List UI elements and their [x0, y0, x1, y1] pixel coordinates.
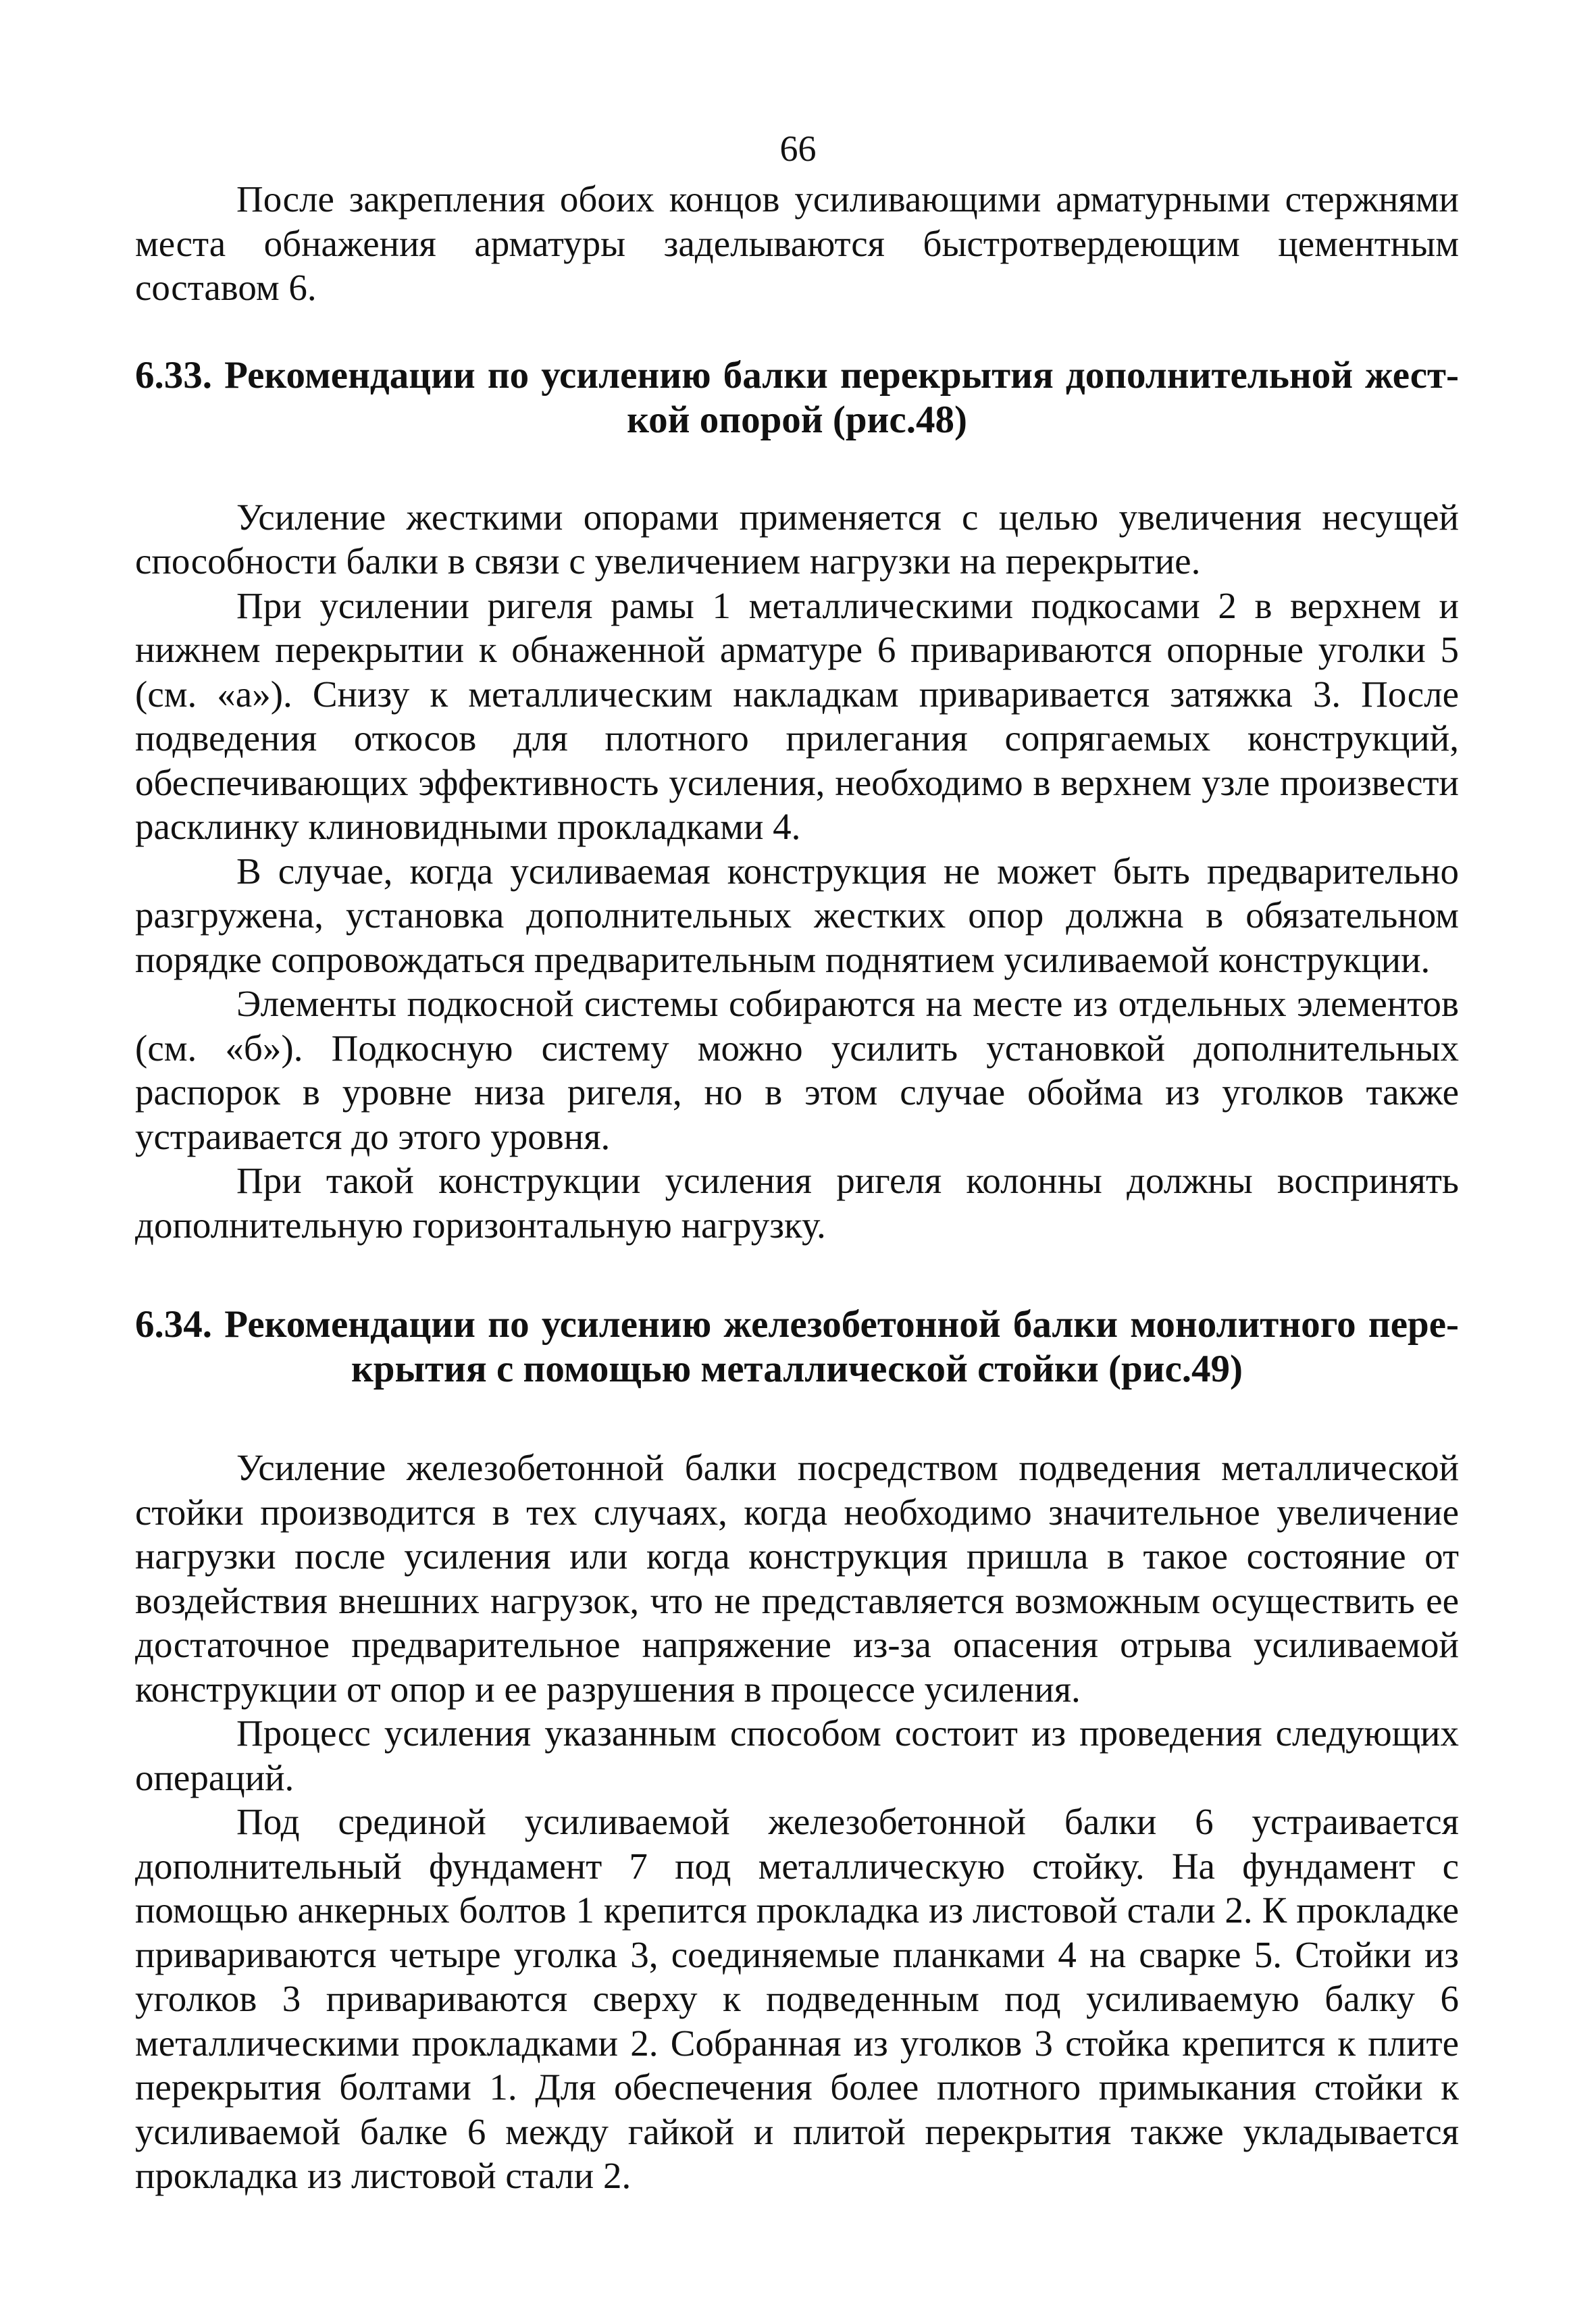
section-6-33-heading-line2: кой опорой (рис.48): [627, 398, 967, 441]
section-6-34-heading-line1: 6.34. Рекомендации по усилению железобетонной балки монолитного пере-: [135, 1303, 1459, 1346]
section-6-34-paragraph-2: Процесс усиления указанным способом состоит из проведения следующих операций.: [135, 1712, 1459, 1798]
section-6-33-paragraph-1: Усиление жесткими опорами применяется с целью увеличения несущей способности балки в связи с увеличением нагрузки на перекрытие.: [135, 496, 1459, 582]
section-6-34-heading: [135, 1302, 1459, 1392]
section-6-34-heading-line2: крытия с помощью металлической стойки (рис.49): [351, 1348, 1243, 1390]
page-content: [135, 177, 1459, 2198]
section-6-33-paragraph-4: Элементы подкосной системы собираются на месте из отдельных элементов (см. «б»). Подкосную систему можно усилить установкой дополнительных распорок в уровне низа ригеля, но в этом случае обойма из уголков также устраивается до этого уровня.: [135, 983, 1459, 1157]
section-6-33-heading-line1: 6.33. Рекомендации по усилению балки перекрытия дополнительной жест-: [135, 353, 1459, 397]
section-6-33-paragraph-3: В случае, когда усиливаемая конструкция не может быть предварительно разгружена, установка дополнительных жестких опор должна в обязательном порядке сопровождаться предварительным поднятием усиливаемой конструкции.: [135, 850, 1459, 980]
intro-paragraph: После закрепления обоих концов усиливающими арматурными стержнями места обнажения арматуры заделываются быстротвердеющим цементным составом 6.: [135, 178, 1459, 308]
section-6-33-paragraph-5: При такой конструкции усиления ригеля колонны должны воспринять дополнительную горизонтальную нагрузку.: [135, 1160, 1459, 1246]
section-6-33-paragraph-2: При усилении ригеля рамы 1 металлическими подкосами 2 в верхнем и нижнем перекрытии к обнаженной арматуре 6 привариваются опорные уголки 5 (см. «а»). Снизу к металлическим накладкам приваривается затяжка 3. После подведения откосов для плотного прилегания сопрягаемых конструкций, обеспечивающих эффективность усиления, необходимо в верхнем узле произвести расклинку клиновидными прокладками 4.: [135, 584, 1459, 847]
section-6-34-paragraph-3: Под срединой усиливаемой железобетонной балки 6 устраивается дополнительный фундамент 7 под металлическую стойку. На фундамент с помощью анкерных болтов 1 крепится прокладка из листовой стали 2. К прокладке привариваются четыре уголка 3, соединяемые планками 4 на сварке 5. Стойки из уголков 3 привариваются сверху к подведенным под усиливаемую балку 6 металлическими прокладками 2. Собранная из уголков 3 стойка крепится к плите перекрытия болтами 1. Для обеспечения более плотного примыкания стойки к усиливаемой балке 6 между гайкой и плитой перекрытия также укладывается прокладка из листовой стали 2.: [135, 1801, 1459, 2196]
section-6-34-paragraph-1: Усиление железобетонной балки посредством подведения металлической стойки производится в тех случаях, когда необходимо значительное увеличение нагрузки после усиления или когда конструкция пришла в такое состояние от воздействия внешних нагрузок, что не представляется возможным осуществить ее достаточное предварительное напряжение из-за опасения отрыва усиливаемой конструкции от опор и ее разрушения в процессе усиления.: [135, 1447, 1459, 1710]
section-6-33-heading: [135, 353, 1459, 442]
page-number: 66: [779, 128, 817, 169]
